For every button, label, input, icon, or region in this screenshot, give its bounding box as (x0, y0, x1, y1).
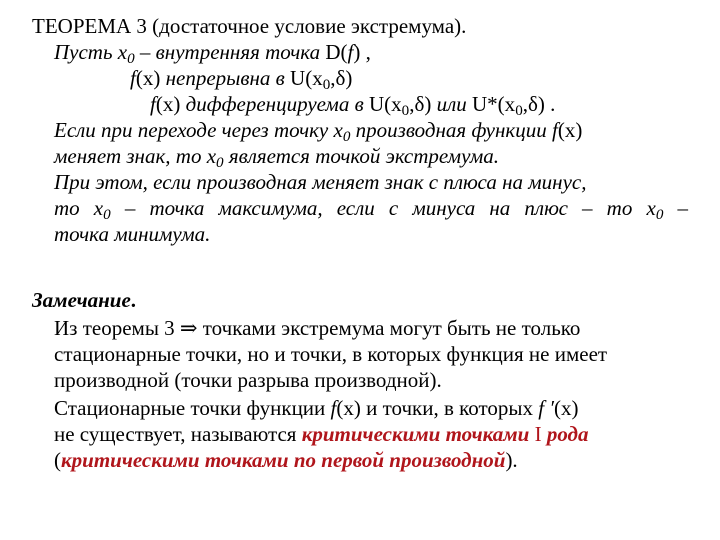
remark-line-2: стационарные точки, но и точки, в которых функция не имеет (54, 342, 608, 366)
remark-line-6: (критическими точками по первой производной). (54, 448, 518, 472)
theorem-line-1: Пусть $x_0$ – внутренняя точка D(f) , (54, 40, 371, 68)
term-critical-points: критическими точками (301, 422, 530, 446)
theorem-line-3: f(x) дифференцируема в $U(x_0,\delta)$ или $U*(x_0,\delta)$ . (150, 92, 556, 120)
remark-line-3: производной (точки разрыва производной). (54, 368, 442, 392)
remark-line-4: Стационарные точки функции f(x) и точки, в которых f ′(x) (54, 396, 579, 420)
theorem-line-5: меняет знак, то $x_0$ является точкой экстремума. (54, 144, 500, 172)
remark-line-5: не существует, называются критическими точками I рода (54, 422, 589, 446)
theorem-line-7: то $x_0$ – точка максимума, если с минуса на плюс – то $x_0$ – (54, 196, 689, 224)
theorem-title: ТЕОРЕМА 3 (достаточное условие экстремума). (32, 14, 467, 38)
theorem-line-2: f(x) непрерывна в $U(x_0,\delta)$ (130, 66, 353, 94)
term-critical-first-derivative: критическими точками по первой производной (61, 448, 506, 472)
remark-line-1: Из теоремы 3 ⇒ точками экстремума могут быть не только (54, 316, 581, 340)
theorem-line-6: При этом, если производная меняет знак с плюса на минус, (54, 170, 587, 194)
remark-heading: Замечание. (32, 288, 137, 312)
theorem-line-4: Если при переходе через точку $x_0$ производная функции f(x) (54, 118, 583, 146)
theorem-line-8: точка минимума. (54, 222, 211, 246)
term-first-kind: рода (546, 422, 589, 446)
